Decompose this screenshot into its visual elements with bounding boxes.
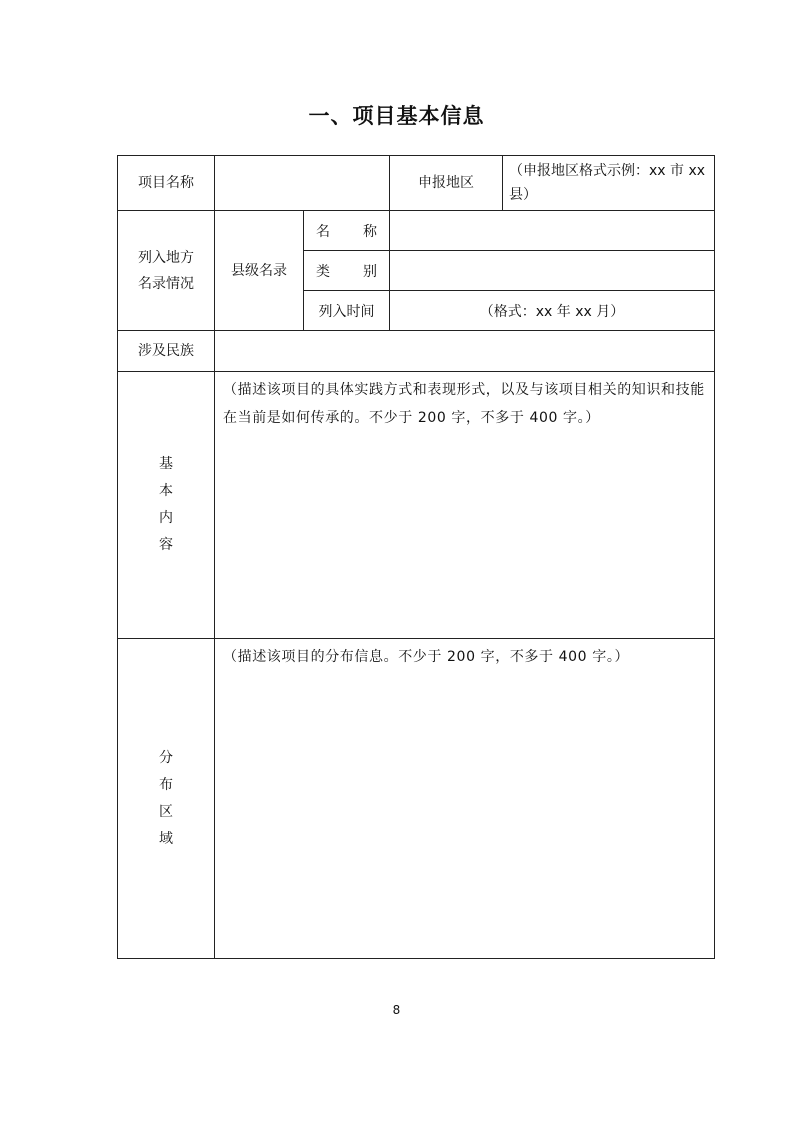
ethnic-label: 涉及民族 — [118, 331, 215, 372]
distribution-label-char: 域 — [159, 830, 173, 847]
ethnic-field[interactable] — [215, 331, 715, 372]
distribution-label-char: 布 — [159, 776, 173, 793]
list-status-label-line2: 名录情况 — [138, 275, 194, 292]
county-list-label: 县级名录 — [215, 211, 304, 331]
list-category-label-cell — [304, 251, 390, 291]
list-category-label-char-1: 类 — [316, 263, 330, 280]
region-label: 申报地区 — [390, 156, 503, 211]
list-time-label: 列入时间 — [304, 291, 390, 331]
page-number: 8 — [392, 1003, 401, 1017]
list-name-label-char-1: 名 — [316, 223, 330, 240]
distribution-label-char: 分 — [159, 749, 173, 766]
list-name-label-char-2: 称 — [363, 223, 377, 240]
table-row-ethnic — [118, 331, 715, 372]
table-row-distribution — [118, 639, 715, 959]
page-title: 一、项目基本信息 — [308, 104, 485, 128]
table-row-list-name — [118, 211, 715, 251]
distribution-label-char: 区 — [159, 803, 173, 820]
basic-content-label-char: 内 — [159, 510, 173, 526]
table-row-project-name — [118, 156, 715, 211]
basic-content-label — [118, 372, 215, 639]
list-category-label-char-2: 别 — [363, 263, 377, 280]
list-category-field[interactable] — [390, 251, 715, 291]
list-status-label — [118, 211, 215, 331]
table-row-basic-content — [118, 372, 715, 639]
distribution-label — [118, 639, 215, 959]
list-category-label — [304, 261, 389, 281]
list-name-label-cell — [304, 211, 390, 251]
project-name-label: 项目名称 — [118, 156, 215, 211]
list-status-label-line1: 列入地方 — [138, 249, 194, 266]
region-field[interactable]: （申报地区格式示例：xx 市 xx 县） — [503, 156, 715, 211]
project-info-table — [117, 155, 715, 959]
project-name-field[interactable] — [215, 156, 390, 211]
list-time-field[interactable]: （格式：xx 年 xx 月） — [390, 291, 715, 331]
basic-content-label-char: 基 — [159, 456, 173, 472]
basic-content-label-char: 本 — [159, 483, 173, 499]
list-name-label — [304, 221, 389, 241]
basic-content-label-char: 容 — [159, 537, 173, 553]
basic-content-field[interactable]: （描述该项目的具体实践方式和表现形式，以及与该项目相关的知识和技能在当前是如何传承的。不少于 200 字，不多于 400 字。） — [215, 372, 715, 639]
distribution-field[interactable]: （描述该项目的分布信息。不少于 200 字，不多于 400 字。） — [215, 639, 715, 959]
list-name-field[interactable] — [390, 211, 715, 251]
